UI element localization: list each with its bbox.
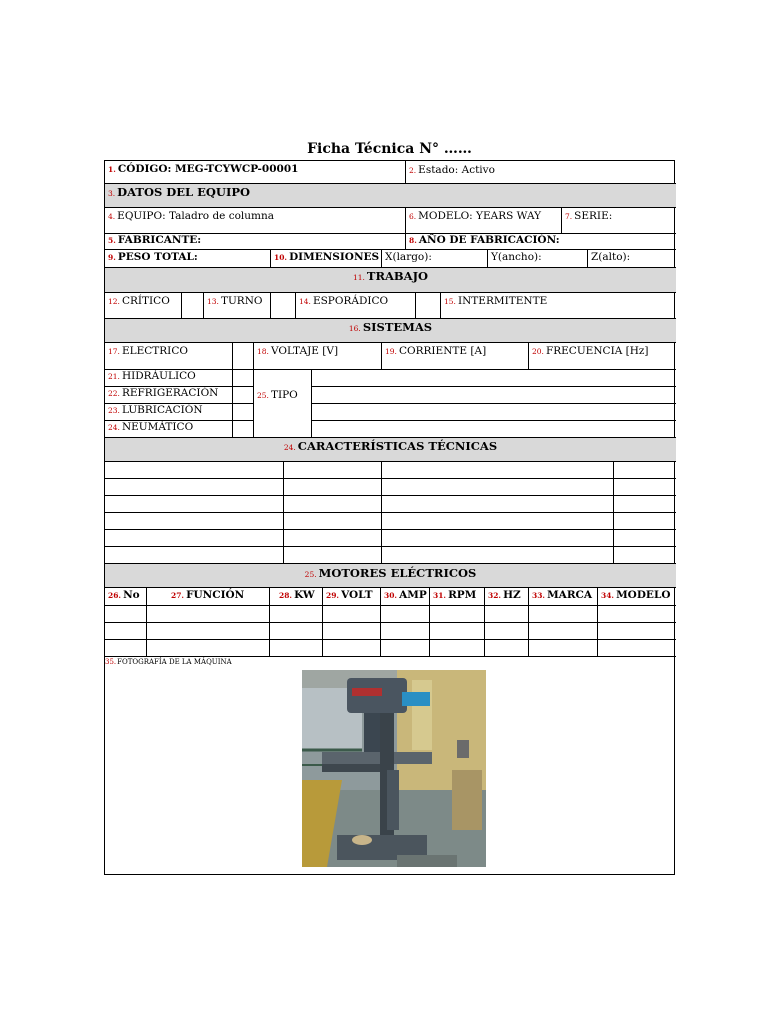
dim-x-cell [382, 250, 488, 268]
codigo-cell: 1. CÓDIGO: MEG-TCYWCP-00001 [105, 161, 406, 184]
lubricacion-box [233, 404, 254, 421]
anio-fabricacion-cell: 8. AÑO DE FABRICACIÓN: [406, 234, 676, 250]
modelo-cell: 6. MODELO: YEARS WAY [406, 208, 562, 234]
equipo-cell: 4. EQUIPO: Taladro de columna [105, 208, 406, 234]
corriente-label: CORRIENTE [A] [398, 345, 487, 357]
work-critico-box [182, 293, 204, 319]
caracteristicas-header: 24. CARACTERÍSTICAS TÉCNICAS [105, 438, 676, 462]
work-turno-label: TURNO [220, 295, 263, 307]
tipo-line-1 [312, 370, 676, 387]
dim-x-label: X(largo): [385, 251, 432, 263]
tipo-label: TIPO [270, 389, 298, 401]
tipo-cell: 25. TIPO [254, 370, 312, 438]
motor-col-no: 26. No [105, 588, 147, 606]
electrico-box [233, 343, 254, 370]
peso-total-label: PESO TOTAL: [117, 251, 198, 263]
equipo-value: EQUIPO: Taladro de columna [117, 210, 275, 222]
tipo-line-4 [312, 421, 676, 438]
refrigeracion-cell: 22. REFRIGERACIÓN [105, 387, 233, 404]
motor-col-rpm: 31. RPM [430, 588, 485, 606]
hidraulico-box [233, 370, 254, 387]
dim-z-cell [588, 250, 676, 268]
corriente-cell: 19. CORRIENTE [A] [382, 343, 529, 370]
refrigeracion-box [233, 387, 254, 404]
serie-cell: 7. SERIE: [562, 208, 676, 234]
tipo-line-2 [312, 387, 676, 404]
dim-z-label: Z(alto): [591, 251, 631, 263]
frecuencia-cell: 20. FRECUENCIA [Hz] [529, 343, 676, 370]
motor-col-volt: 29. VOLT [323, 588, 381, 606]
motores-header: 25. MOTORES ELÉCTRICOS [105, 564, 676, 588]
codigo-value: CÓDIGO: MEG-TCYWCP-00001 [117, 163, 299, 175]
electrico-label: ELECTRICO [121, 345, 188, 357]
motor-col-kw: 28. KW [270, 588, 323, 606]
neumatico-label: NEUMÁTICO [121, 421, 194, 433]
anio-fabricacion-label: AÑO DE FABRICACIÓN: [418, 234, 560, 246]
sistemas-header: 16. SISTEMAS [105, 319, 676, 343]
neumatico-box [233, 421, 254, 438]
trabajo-header: 11. TRABAJO [105, 268, 676, 293]
lubricacion-label: LUBRICACIÓN [121, 404, 203, 416]
work-critico-label: CRÍTICO [121, 295, 170, 307]
work-esporadico-label: ESPORÁDICO [312, 295, 389, 307]
work-critico-cell: 12. CRÍTICO [105, 293, 182, 319]
estado-cell: 2. Estado: Activo [406, 161, 676, 184]
hidraulico-cell: 21. HIDRÁULICO [105, 370, 233, 387]
motor-col-modelo: 34. MODELO [598, 588, 676, 606]
motor-col-funcion: 27. FUNCIÓN [147, 588, 270, 606]
voltaje-label: VOLTAJE [V] [270, 345, 339, 357]
drill-press-illustration [302, 670, 486, 867]
machine-photo [302, 670, 486, 867]
frecuencia-label: FRECUENCIA [Hz] [545, 345, 649, 357]
lubricacion-cell: 23. LUBRICACIÓN [105, 404, 233, 421]
work-intermitente-label: INTERMITENTE [457, 295, 548, 307]
voltaje-cell: 18. VOLTAJE [V] [254, 343, 382, 370]
neumatico-cell: 24. NEUMÁTICO [105, 421, 233, 438]
technical-sheet [104, 160, 675, 875]
motor-col-marca: 33. MARCA [529, 588, 598, 606]
dimensiones-cell: 10. DIMENSIONES [271, 250, 382, 268]
estado-value: Estado: Activo [418, 164, 495, 176]
photo-caption: 35.FOTOGRAFÍA DE LA MÁQUINA [105, 658, 232, 666]
motor-col-amp: 30. AMP [381, 588, 430, 606]
fabricante-label: FABRICANTE: [117, 234, 202, 246]
work-esporadico-cell: 14. ESPORÁDICO [296, 293, 416, 319]
work-esporadico-box [416, 293, 441, 319]
work-turno-box [271, 293, 296, 319]
work-turno-cell: 13. TURNO [204, 293, 271, 319]
dim-y-label: Y(ancho): [491, 251, 542, 263]
fabricante-cell: 5. FABRICANTE: [105, 234, 406, 250]
dimensiones-label: DIMENSIONES [289, 251, 380, 263]
serie-label: SERIE: [574, 210, 613, 222]
sheet-title: Ficha Técnica N° …… [307, 141, 472, 157]
hidraulico-label: HIDRÁULICO [121, 370, 196, 382]
work-intermitente-cell: 15. INTERMITENTE [441, 293, 676, 319]
motor-col-hz: 32. HZ [485, 588, 529, 606]
refrigeracion-label: REFRIGERACIÓN [121, 387, 219, 399]
tipo-line-3 [312, 404, 676, 421]
peso-total-cell: 9. PESO TOTAL: [105, 250, 271, 268]
electrico-cell: 17. ELECTRICO [105, 343, 233, 370]
dim-y-cell [488, 250, 588, 268]
datos-equipo-header: 3. DATOS DEL EQUIPO [105, 184, 676, 208]
modelo-value: MODELO: YEARS WAY [418, 210, 542, 222]
